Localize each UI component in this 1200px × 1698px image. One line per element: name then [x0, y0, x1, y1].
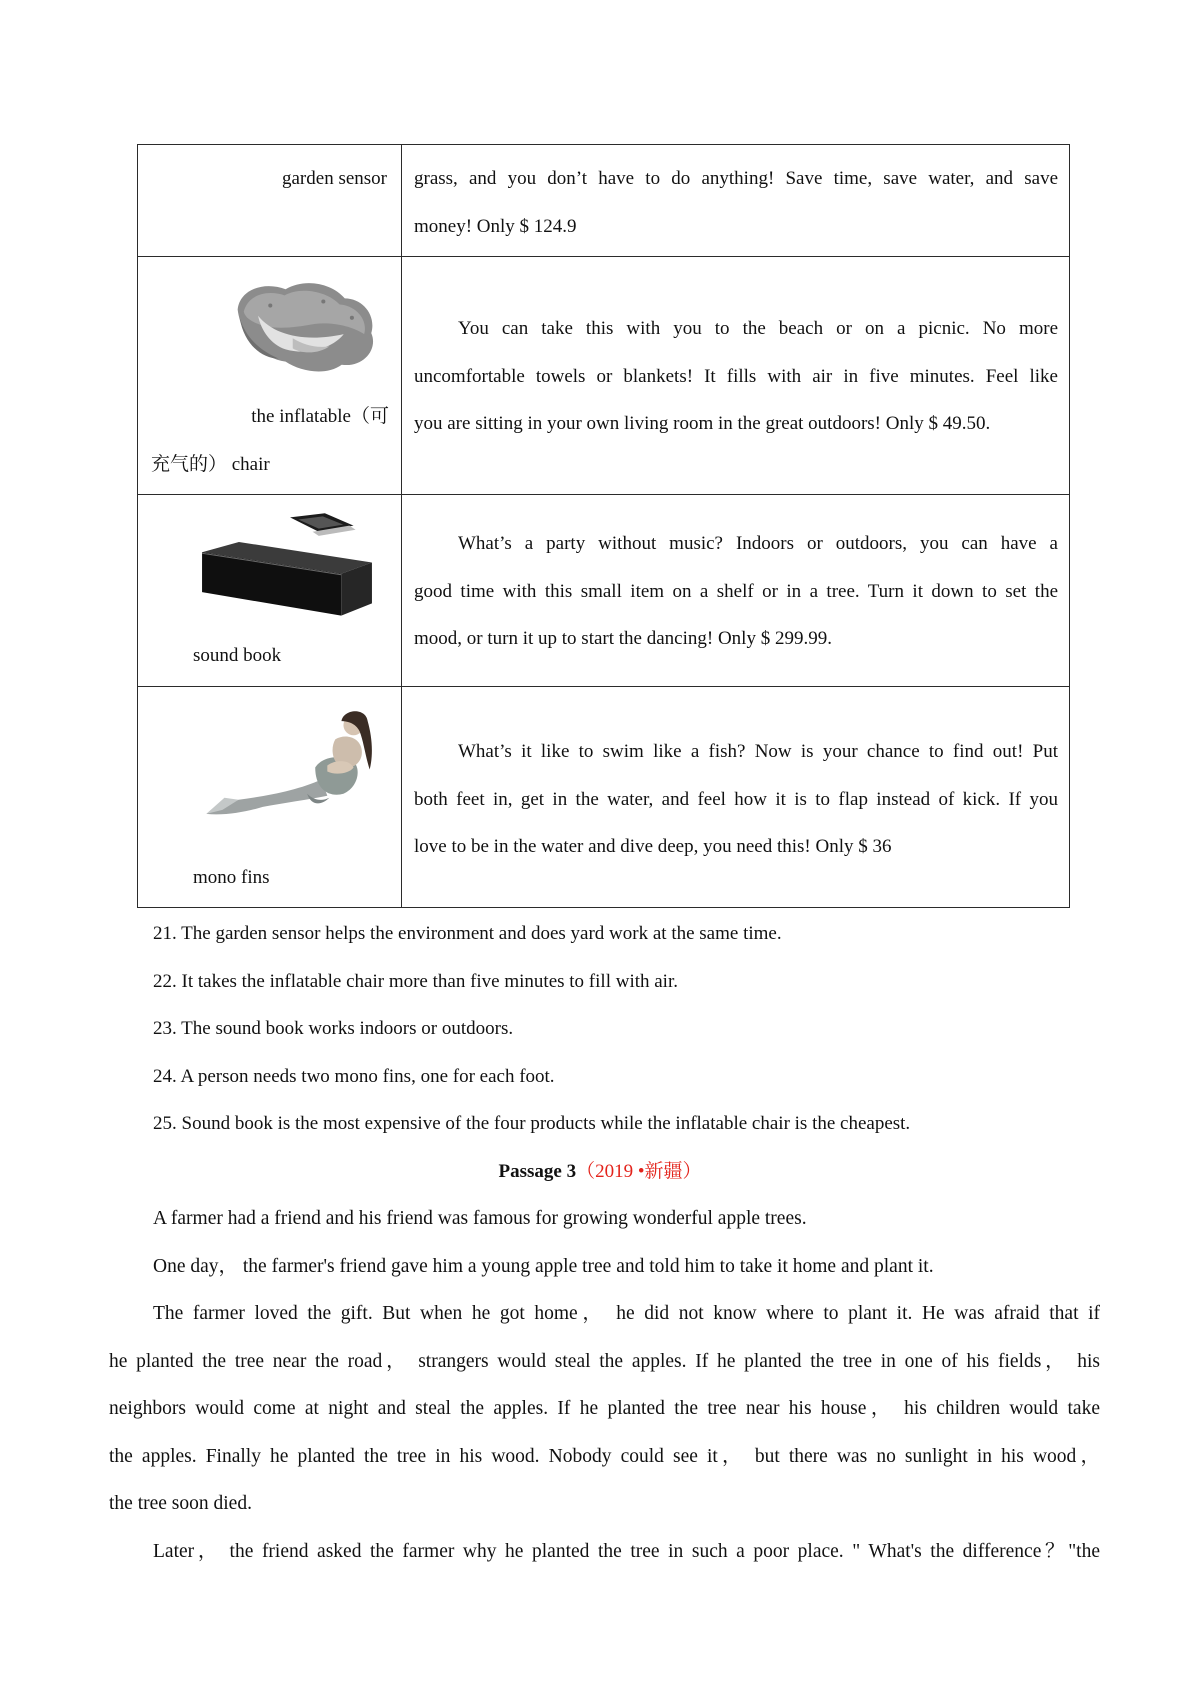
product-name: mono fins [193, 867, 270, 888]
product-name: sound book [193, 645, 282, 666]
description-line: What’s a party without music? Indoors or outdoors, you can have a [458, 533, 1058, 554]
table-row [138, 494, 1069, 687]
description-line: uncomfortable towels or blankets! It fills with air in five minutes. Feel like [414, 365, 1058, 387]
description-text [414, 305, 1058, 448]
sound-book-image [200, 511, 374, 619]
product-table [137, 144, 1070, 908]
question-list [153, 910, 1093, 1148]
paragraph [109, 1195, 1100, 1243]
paragraph-line: neighbors would come at night and steal the apples. If he planted the tree near his house， his children would take [109, 1398, 1100, 1419]
question-item: 25. Sound book is the most expensive of the four products while the inflatable chair is the cheapest. [153, 1113, 911, 1134]
paragraph-line: he planted the tree near the road， strangers would steal the apples. If he planted the tree in one of his fields， his [109, 1350, 1100, 1372]
description-line: grass, and you don’t have to do anything! Save time, save water, and save [414, 168, 1058, 189]
description-line: money! Only $ 124.9 [414, 215, 577, 237]
question-item: 23. The sound book works indoors or outdoors. [153, 1018, 514, 1039]
product-cell [138, 687, 401, 907]
description-line: What’s it like to swim like a fish? Now is your chance to find out! Put [458, 741, 1058, 762]
table-row [138, 686, 1069, 907]
description-line: both feet in, get in the water, and feel how it is to flap instead of kick. If you [414, 788, 1058, 810]
description-text [414, 520, 1058, 663]
passage-body [109, 1195, 1100, 1575]
paragraph-line: The farmer loved the gift. But when he got home， he did not know where to plant it. He was afraid that if [153, 1303, 1100, 1324]
product-cell [138, 145, 401, 256]
paragraph-line: the tree soon died. [109, 1493, 252, 1514]
product-name: the inflatable（可 [251, 406, 389, 427]
product-name: garden sensor [282, 168, 387, 189]
product-cell [138, 495, 401, 687]
paragraph-line: Later， the friend asked the farmer why he planted the tree in such a poor place. " What's the difference？"the [153, 1540, 1100, 1562]
description-line: mood, or turn it up to start the dancing! Only $ 299.99. [414, 628, 832, 649]
passage-source: （2019 •新疆） [576, 1161, 702, 1182]
paragraph [109, 1243, 1100, 1291]
description-line: you are sitting in your own living room in the great outdoors! Only $ 49.50. [414, 413, 991, 434]
paragraph [109, 1528, 1100, 1576]
question-item: 24. A person needs two mono fins, one for each foot. [153, 1065, 555, 1087]
passage-title: Passage 3 [498, 1161, 577, 1182]
description-line: You can take this with you to the beach or on a picnic. No more [458, 318, 1058, 339]
product-name: 充气的） chair [151, 454, 270, 475]
description-text [414, 728, 1058, 871]
description-line: love to be in the water and dive deep, you need this! Only $ 36 [414, 836, 892, 857]
paragraph [109, 1290, 1100, 1528]
question-item: 21. The garden sensor helps the environment and does yard work at the same time. [153, 923, 782, 944]
description-text [414, 155, 1058, 250]
paragraph-line: the apples. Finally he planted the tree in his wood. Nobody could see it， but there was no sunlight in his wood， [109, 1445, 1100, 1467]
inflatable-chair-image [228, 277, 384, 379]
description-cell [403, 687, 1069, 907]
description-cell [403, 145, 1069, 256]
question-item: 22. It takes the inflatable chair more than five minutes to fill with air. [153, 970, 678, 992]
passage-heading [0, 1148, 1200, 1196]
description-cell [403, 495, 1069, 687]
description-cell [403, 257, 1069, 495]
paragraph-line: A farmer had a friend and his friend was famous for growing wonderful apple trees. [153, 1208, 807, 1229]
description-line: good time with this small item on a shelf or in a tree. Turn it down to set the [414, 580, 1058, 602]
mono-fins-image [202, 709, 378, 825]
table-row [138, 145, 1069, 256]
paragraph-line: One day， the farmer's friend gave him a young apple tree and told him to take it home and plant it. [153, 1255, 934, 1277]
table-row [138, 256, 1069, 495]
product-cell [138, 257, 401, 495]
